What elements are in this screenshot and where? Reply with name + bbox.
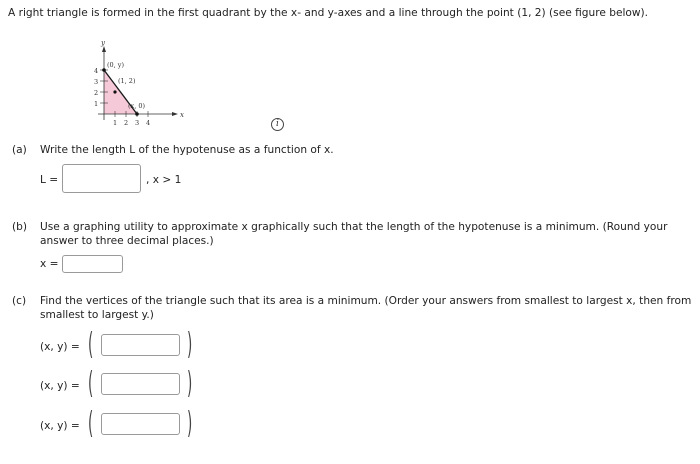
point-0-y (102, 68, 106, 72)
triangle-figure (62, 36, 202, 132)
x-axis-label: x (180, 111, 184, 119)
vertex-1-input[interactable] (101, 334, 180, 356)
vertex-1-lhs: (x, y) = (40, 341, 80, 353)
point-0-y-label: (0, y) (107, 61, 125, 69)
vertex-2-lhs: (x, y) = (40, 380, 80, 392)
vertex-3-open-paren: ( (88, 406, 94, 441)
info-icon[interactable]: i (271, 118, 284, 131)
part-a-label: (a) (12, 144, 27, 156)
vertex-1-open-paren: ( (88, 327, 94, 362)
x-tick-label-3: 3 (135, 119, 140, 127)
part-a-question: Write the length L of the hypotenuse as a function of x. (40, 144, 334, 156)
point-1-2 (113, 90, 116, 93)
x-min-input[interactable] (62, 255, 123, 273)
y-axis-label: y (101, 39, 105, 47)
part-c-label: (c) (12, 295, 27, 307)
part-a-condition: , x > 1 (146, 174, 182, 186)
vertex-1-close-paren: ) (187, 327, 193, 362)
triangle-figure-svg (62, 36, 202, 132)
part-b-lhs: x = (40, 258, 59, 270)
vertex-3-input[interactable] (101, 413, 180, 435)
vertex-2-open-paren: ( (88, 366, 94, 401)
point-x-0 (135, 112, 139, 116)
vertex-2-close-paren: ) (187, 366, 193, 401)
vertex-2-input[interactable] (101, 373, 180, 395)
x-tick-label-4: 4 (146, 119, 151, 127)
y-tick-label-4: 4 (94, 67, 99, 75)
length-L-input[interactable] (62, 164, 141, 193)
x-tick-label-1: 1 (113, 119, 118, 127)
point-x-0-label: (x, 0) (128, 102, 146, 110)
point-1-2-label: (1, 2) (118, 77, 136, 85)
part-b-label: (b) (12, 221, 27, 233)
part-b-question-line1: Use a graphing utility to approximate x graphically such that the length of the hypotenuse is a minimum. (Round your (40, 221, 668, 233)
y-tick-label-2: 2 (94, 89, 99, 97)
part-c-question-line2: smallest to largest y.) (40, 309, 154, 321)
vertex-3-lhs: (x, y) = (40, 420, 80, 432)
part-c-question-line1: Find the vertices of the triangle such that its area is a minimum. (Order your answers from smallest to largest x, then from (40, 295, 692, 307)
x-axis-arrow (172, 112, 178, 116)
vertex-3-close-paren: ) (187, 406, 193, 441)
x-tick-label-2: 2 (124, 119, 129, 127)
part-b-question-line2: answer to three decimal places.) (40, 235, 214, 247)
problem-intro: A right triangle is formed in the first quadrant by the x- and y-axes and a line through the point (1, 2) (see figure below). (8, 7, 649, 19)
y-tick-label-3: 3 (94, 78, 99, 86)
part-a-lhs: L = (40, 174, 59, 186)
y-tick-label-1: 1 (94, 100, 99, 108)
